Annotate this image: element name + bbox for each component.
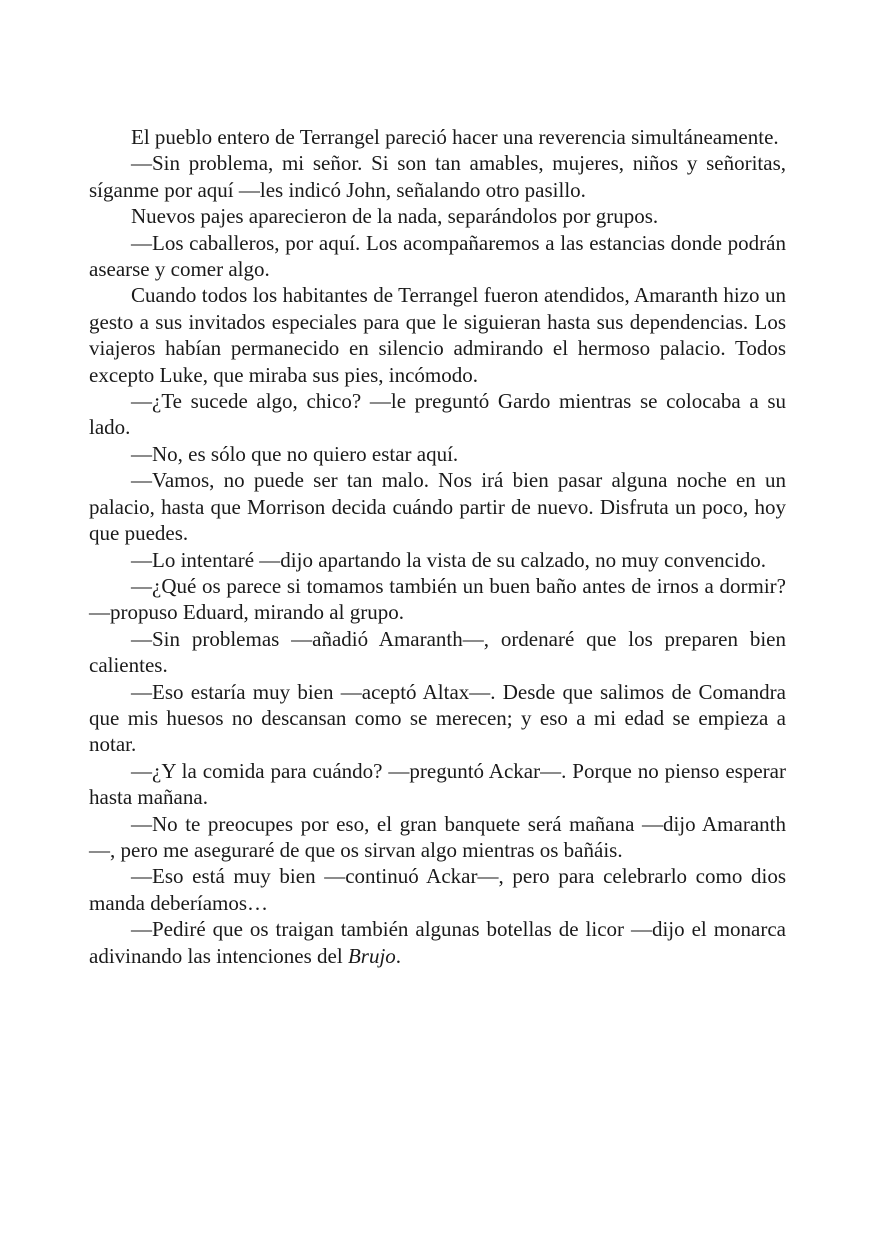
paragraph-10: —¿Qué os parece si tomamos también un buen baño antes de irnos a dormir? —propuso Eduard, mirando al grupo. [89, 573, 786, 625]
paragraph-3: Nuevos pajes aparecieron de la nada, separándolos por grupos. [131, 204, 659, 229]
paragraph-16-italic: Brujo [347, 943, 396, 968]
paragraph-15: —Eso está muy bien —continuó Ackar—, pero para celebrarlo como dios manda deberíamos… [89, 864, 786, 915]
paragraph-2: —Sin problema, mi señor. Si son tan amables, mujeres, niños y señoritas, síganme por aquí —les indicó John, señalando otro pasillo. [89, 151, 786, 202]
paragraph-7: —No, es sólo que no quiero estar aquí. [131, 441, 459, 466]
paragraph-16-tail: . [395, 943, 402, 968]
paragraph-6: —¿Te sucede algo, chico? —le preguntó Gardo mientras se colocaba a su lado. [89, 389, 786, 440]
paragraph-1: El pueblo entero de Terrangel pareció hacer una reverencia simultáneamente. [131, 125, 779, 149]
paragraph-5: Cuando todos los habitantes de Terrangel fueron atendidos, Amaranth hizo un gesto a sus invitados especiales para que le siguieran hasta sus dependencias. Los viajeros habían permanecido en silencio admirando el hermoso palacio. Todos excepto Luke, que miraba sus pies, incómodo. [89, 283, 786, 387]
paragraph-12: —Eso estaría muy bien —aceptó Altax—. Desde que salimos de Comandra que mis huesos no descansan como se merecen; y eso a mi edad se empieza a notar. [89, 679, 786, 757]
paragraph-16-text: —Pediré que os traigan también algunas botellas de licor —dijo el monarca adivinando las intenciones del [89, 917, 786, 968]
paragraph-9: —Lo intentaré —dijo apartando la vista de su calzado, no muy convencido. [131, 547, 767, 572]
paragraph-4: —Los caballeros, por aquí. Los acompañaremos a las estancias donde podrán asearse y comer algo. [89, 230, 786, 282]
paragraph-16 [89, 916, 786, 969]
paragraph-14: —No te preocupes por eso, el gran banquete será mañana —dijo Amaranth—, pero me aseguraré de que os sirvan algo mientras os bañáis. [89, 811, 786, 862]
body-text [89, 124, 786, 969]
paragraph-11: —Sin problemas —añadió Amaranth—, ordenaré que los preparen bien calientes. [89, 626, 786, 678]
paragraph-8: —Vamos, no puede ser tan malo. Nos irá bien pasar alguna noche en un palacio, hasta que Morrison decida cuándo partir de nuevo. Disfruta un poco, hoy que puedes. [89, 468, 786, 546]
paragraph-13: —¿Y la comida para cuándo? —preguntó Ackar—. Porque no pienso esperar hasta mañana. [89, 758, 786, 810]
